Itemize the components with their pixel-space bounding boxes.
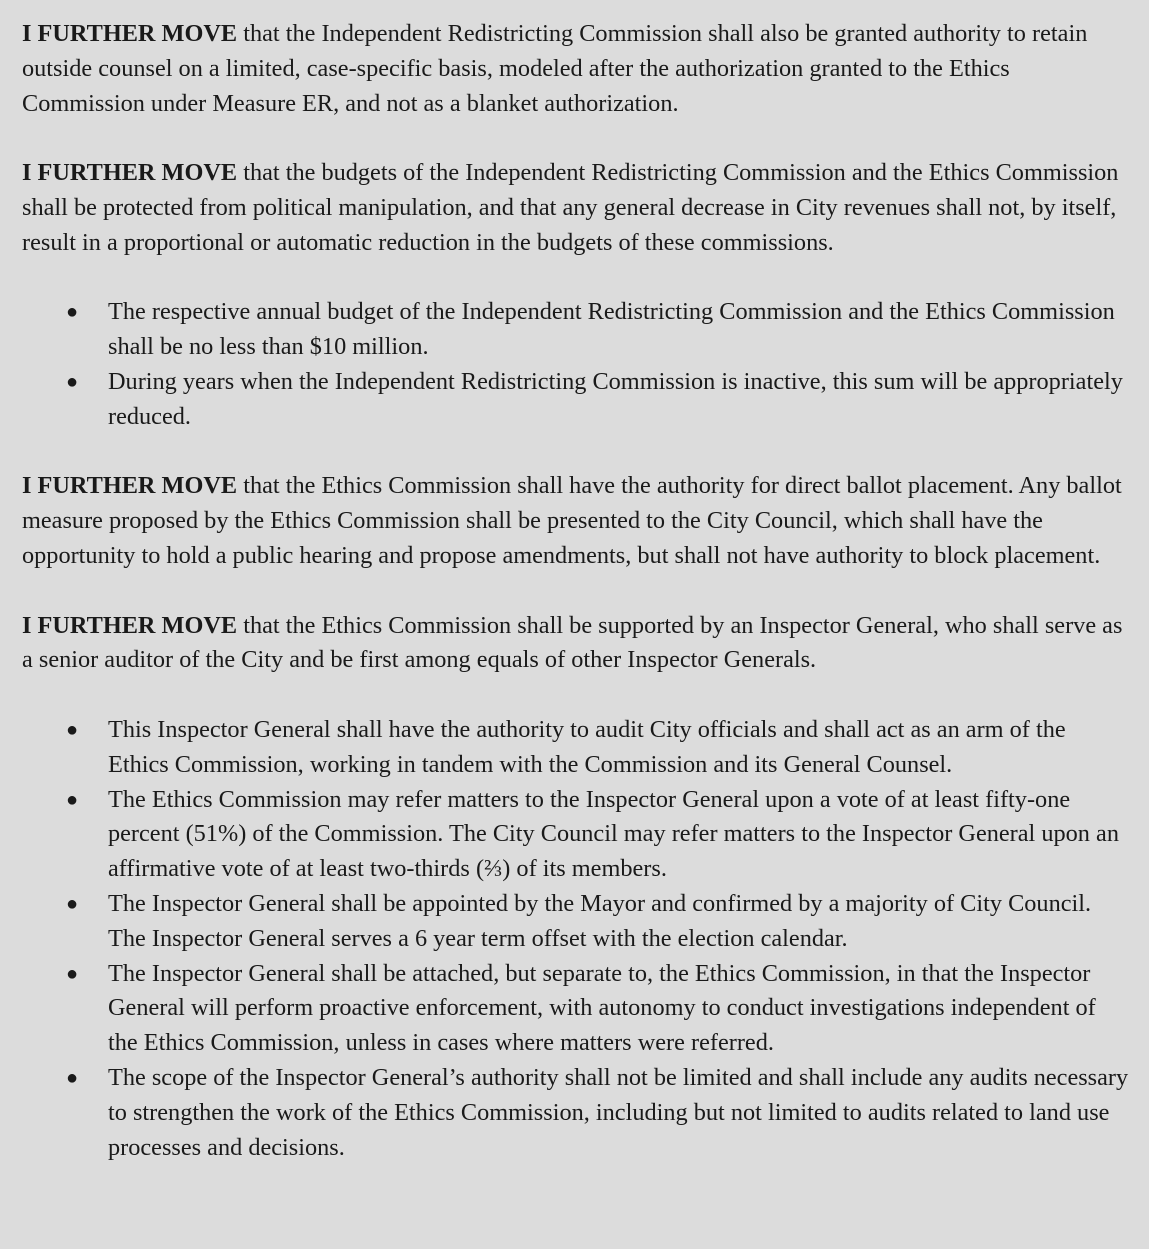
motion-paragraph-inspector-general — [22, 609, 1129, 679]
list-item — [22, 713, 1129, 783]
motion-paragraph-budget-protection — [22, 156, 1129, 260]
list-item — [22, 783, 1129, 887]
motion-text: that the Ethics Commission shall have the authority for direct ballot placement. Any ballot measure proposed by the Ethics Commission shall be presented to the City Council, which shall have the opportunity to hold a public hearing and propose amendments, but shall not have authority to block placement. — [22, 472, 1122, 569]
motion-lead: I FURTHER MOVE — [22, 159, 238, 187]
list-item-text: This Inspector General shall have the authority to audit City officials and shall act as an arm of the Ethics Commission, working in tandem with the Commission and its General Counsel. — [108, 715, 1066, 778]
motion-lead: I FURTHER MOVE — [22, 20, 238, 47]
list-item-text: During years when the Independent Redistricting Commission is inactive, this sum will be appropriately reduced. — [108, 367, 1123, 430]
bullet-icon: ● — [66, 718, 79, 741]
list-item-text: The Inspector General shall be appointed by the Mayor and confirmed by a majority of City Council. The Inspector General serves a 6 year term offset with the election calendar. — [108, 889, 1092, 952]
list-item — [22, 365, 1129, 435]
list-item — [22, 957, 1129, 1061]
bullet-icon: ● — [66, 962, 79, 985]
list-item-text: The Ethics Commission may refer matters to the Inspector General upon a vote of at least fifty-one percent (51%) of the Commission. The City Council may refer matters to the Inspector General upon an affirmative vote of at least two-thirds (⅔) of its members. — [108, 785, 1119, 883]
motion-paragraph-ballot-placement — [22, 469, 1129, 573]
budget-bullet-list — [22, 295, 1129, 434]
bullet-icon: ● — [66, 301, 79, 324]
motion-text: that the budgets of the Independent Redistricting Commission and the Ethics Commission shall be protected from political manipulation, and that any general decrease in City revenues shall not, by itself, result in a proportional or automatic reduction in the budgets of these commissions. — [22, 159, 1119, 256]
motion-text: that the Ethics Commission shall be supported by an Inspector General, who shall serve as a senior auditor of the City and be first among equals of other Inspector Generals. — [22, 611, 1123, 674]
list-item-text: The scope of the Inspector General’s authority shall not be limited and shall include any audits necessary to strengthen the work of the Ethics Commission, including but not limited to audits related to land use processes and decisions. — [108, 1063, 1129, 1161]
list-item — [22, 887, 1129, 957]
bullet-icon: ● — [66, 370, 79, 393]
motion-lead: I FURTHER MOVE — [22, 472, 238, 500]
list-item-text: The Inspector General shall be attached, but separate to, the Ethics Commission, in that the Inspector General will perform proactive enforcement, with autonomy to conduct investigations independent of the Ethics Commission, unless in cases where matters were referred. — [108, 959, 1096, 1057]
bullet-icon: ● — [66, 788, 79, 811]
list-item-text: The respective annual budget of the Independent Redistricting Commission and the Ethics Commission shall be no less than $10 million. — [108, 298, 1115, 361]
list-item — [22, 295, 1129, 365]
inspector-general-bullet-list — [22, 713, 1129, 1165]
bullet-icon: ● — [66, 892, 79, 915]
list-item — [22, 1061, 1129, 1165]
bullet-icon: ● — [66, 1066, 79, 1089]
motion-text: that the Independent Redistricting Commission shall also be granted authority to retain outside counsel on a limited, case-specific basis, modeled after the authorization granted to the Ethics Commission under Measure ER, and not as a blanket authorization. — [22, 20, 1088, 117]
motion-lead: I FURTHER MOVE — [22, 611, 238, 639]
motion-paragraph-outside-counsel — [22, 17, 1129, 121]
